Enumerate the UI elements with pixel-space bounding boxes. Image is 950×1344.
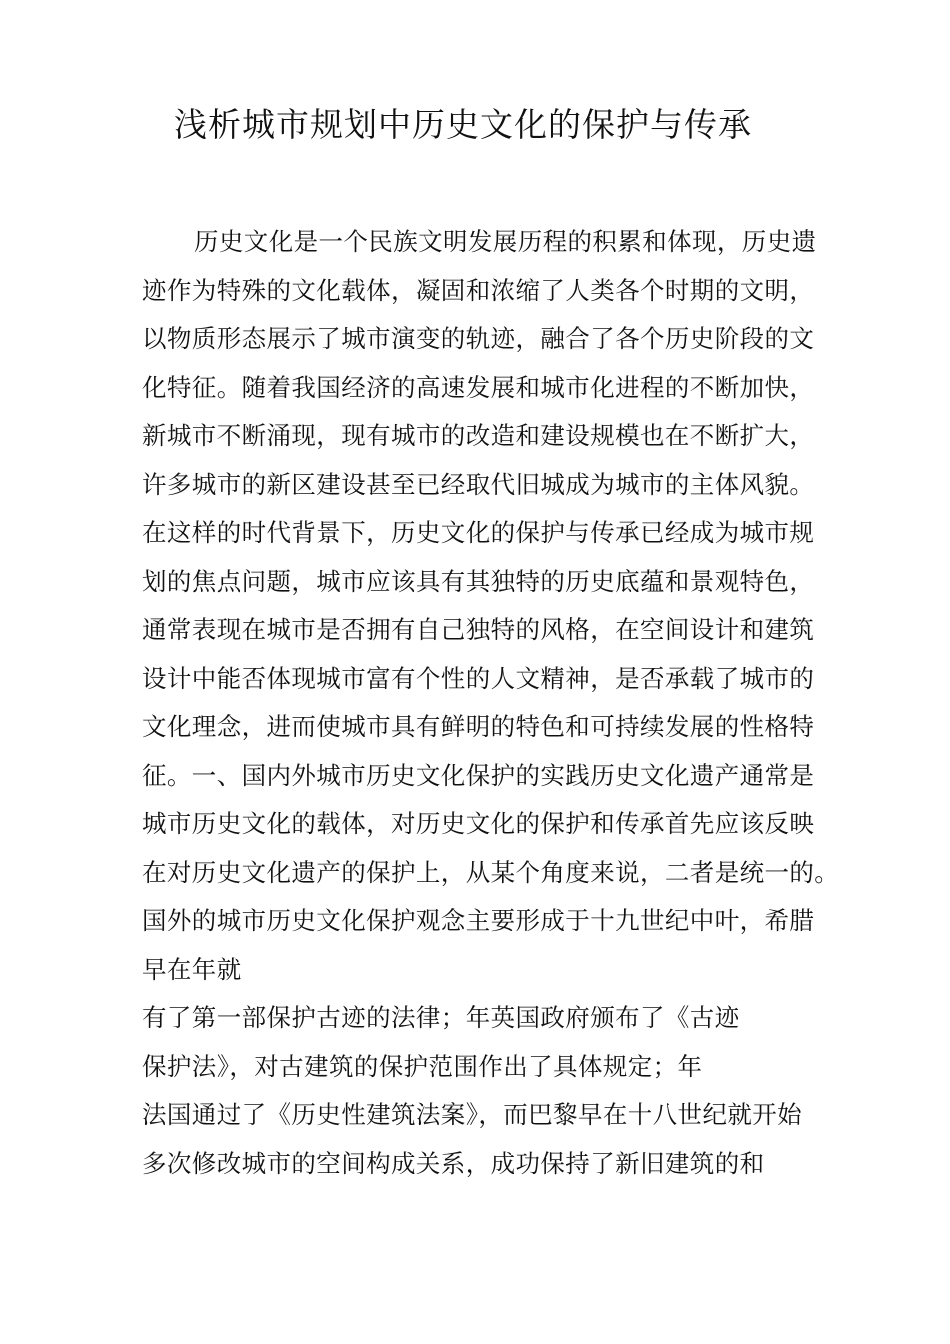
body-line: 多次修改城市的空间构成关系，成功保持了新旧建筑的和 bbox=[142, 1148, 765, 1178]
body-line: 迹作为特殊的文化载体，凝固和浓缩了人类各个时期的文明， bbox=[142, 275, 815, 305]
body-line: 以物质形态展示了城市演变的轨迹，融合了各个历史阶段的文 bbox=[142, 324, 815, 353]
body-line: 在对历史文化遗产的保护上，从某个角度来说，二者是统一的。 bbox=[142, 857, 840, 887]
document-body bbox=[142, 218, 842, 1188]
body-line: 新城市不断涌现，现有城市的改造和建设规模也在不断扩大， bbox=[142, 421, 815, 450]
body-line: 有了第一部保护古迹的法律；年英国政府颁布了《古迹 bbox=[142, 1003, 740, 1032]
body-line: 在这样的时代背景下，历史文化的保护与传承已经成为城市规 bbox=[142, 518, 815, 547]
body-line: 法国通过了《历史性建筑法案》，而巴黎早在十八世纪就开始 bbox=[142, 1100, 803, 1129]
body-line: 许多城市的新区建设甚至已经取代旧城成为城市的主体风貌。 bbox=[142, 469, 815, 499]
body-line: 城市历史文化的载体，对历史文化的保护和传承首先应该反映 bbox=[142, 809, 815, 838]
body-line: 设计中能否体现城市富有个性的人文精神，是否承载了城市的 bbox=[142, 663, 815, 693]
body-line: 化特征。随着我国经济的高速发展和城市化进程的不断加快， bbox=[142, 372, 815, 402]
body-line: 文化理念，进而使城市具有鲜明的特色和可持续发展的性格特 bbox=[142, 712, 815, 741]
body-line: 通常表现在城市是否拥有自己独特的风格，在空间设计和建筑 bbox=[142, 615, 815, 644]
body-line: 保护法》，对古建筑的保护范围作出了具体规定；年 bbox=[142, 1051, 703, 1081]
document-title: 浅析城市规划中历史文化的保护与传承 bbox=[174, 105, 752, 144]
body-line: 早在年就 bbox=[142, 954, 242, 984]
body-line: 历史文化是一个民族文明发展历程的积累和体现，历史遗 bbox=[194, 227, 817, 256]
body-line: 征。一、国内外城市历史文化保护的实践历史文化遗产通常是 bbox=[142, 760, 815, 790]
body-line: 划的焦点问题，城市应该具有其独特的历史底蕴和景观特色， bbox=[142, 566, 815, 596]
body-line: 国外的城市历史文化保护观念主要形成于十九世纪中叶，希腊 bbox=[142, 906, 815, 935]
